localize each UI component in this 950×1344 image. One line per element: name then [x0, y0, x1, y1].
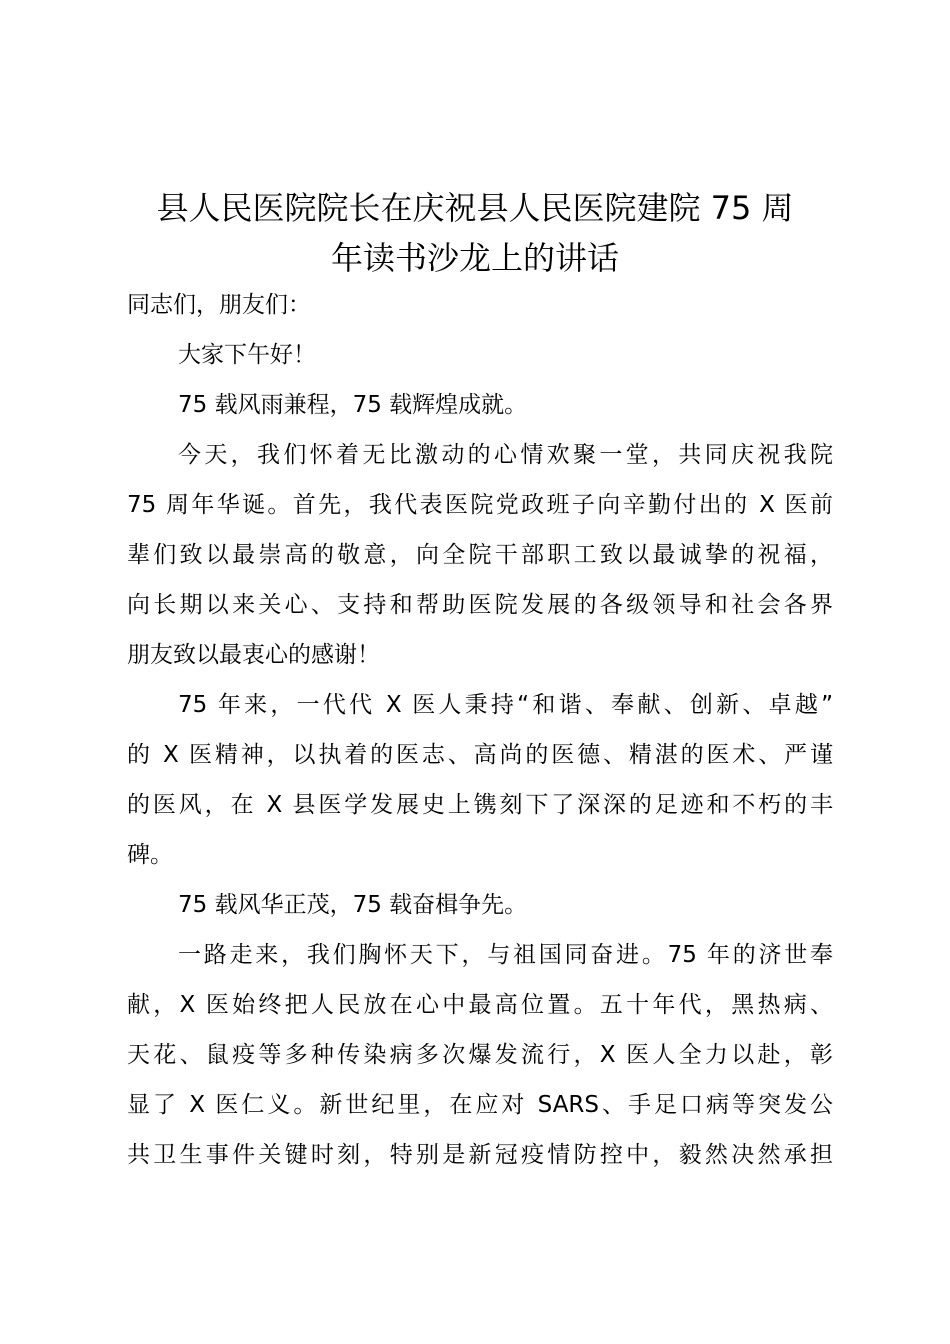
- paragraph-line: 显了 X 医仁义。新世纪里，在应对 SARS、手足口病等突发公: [127, 1092, 833, 1118]
- paragraph-line: 朋友致以最衷心的感谢！: [127, 642, 380, 668]
- paragraph-line: 献，X 医始终把人民放在心中最高位置。五十年代，黑热病、: [127, 992, 833, 1018]
- paragraph-line: 向长期以来关心、支持和帮助医院发展的各级领导和社会各界: [127, 592, 833, 618]
- salutation: 同志们，朋友们：: [127, 292, 311, 318]
- greeting: 大家下午好！: [178, 342, 316, 368]
- document-title-line-2: 年读书沙龙上的讲话: [330, 239, 619, 277]
- paragraph-line: 今天，我们怀着无比激动的心情欢聚一堂，共同庆祝我院: [178, 442, 833, 468]
- paragraph-line: 一路走来，我们胸怀天下，与祖国同奋进。75 年的济世奉: [178, 942, 833, 968]
- paragraph-line: 共卫生事件关键时刻，特别是新冠疫情防控中，毅然决然承担: [127, 1142, 833, 1168]
- paragraph-line: 辈们致以最崇高的敬意，向全院干部职工致以最诚挚的祝福，: [127, 542, 833, 568]
- paragraph-line: 75 载风雨兼程，75 载辉煌成就。: [178, 392, 528, 418]
- paragraph-line: 75 年来，一代代 X 医人秉持“和谐、奉献、创新、卓越”: [178, 692, 833, 718]
- paragraph-line: 天花、鼠疫等多种传染病多次爆发流行，X 医人全力以赴，彰: [127, 1042, 833, 1068]
- paragraph-line: 的 X 医精神，以执着的医志、高尚的医德、精湛的医术、严谨: [127, 742, 833, 768]
- paragraph-line: 75 载风华正茂，75 载奋楫争先。: [178, 892, 528, 918]
- paragraph-line: 碑。: [127, 842, 173, 868]
- document-title-line-1: 县人民医院院长在庆祝县人民医院建院 75 周: [156, 189, 794, 227]
- paragraph-line: 75 周年华诞。首先，我代表医院党政班子向辛勤付出的 X 医前: [127, 492, 833, 518]
- paragraph-line: 的医风，在 X 县医学发展史上镌刻下了深深的足迹和不朽的丰: [127, 792, 833, 818]
